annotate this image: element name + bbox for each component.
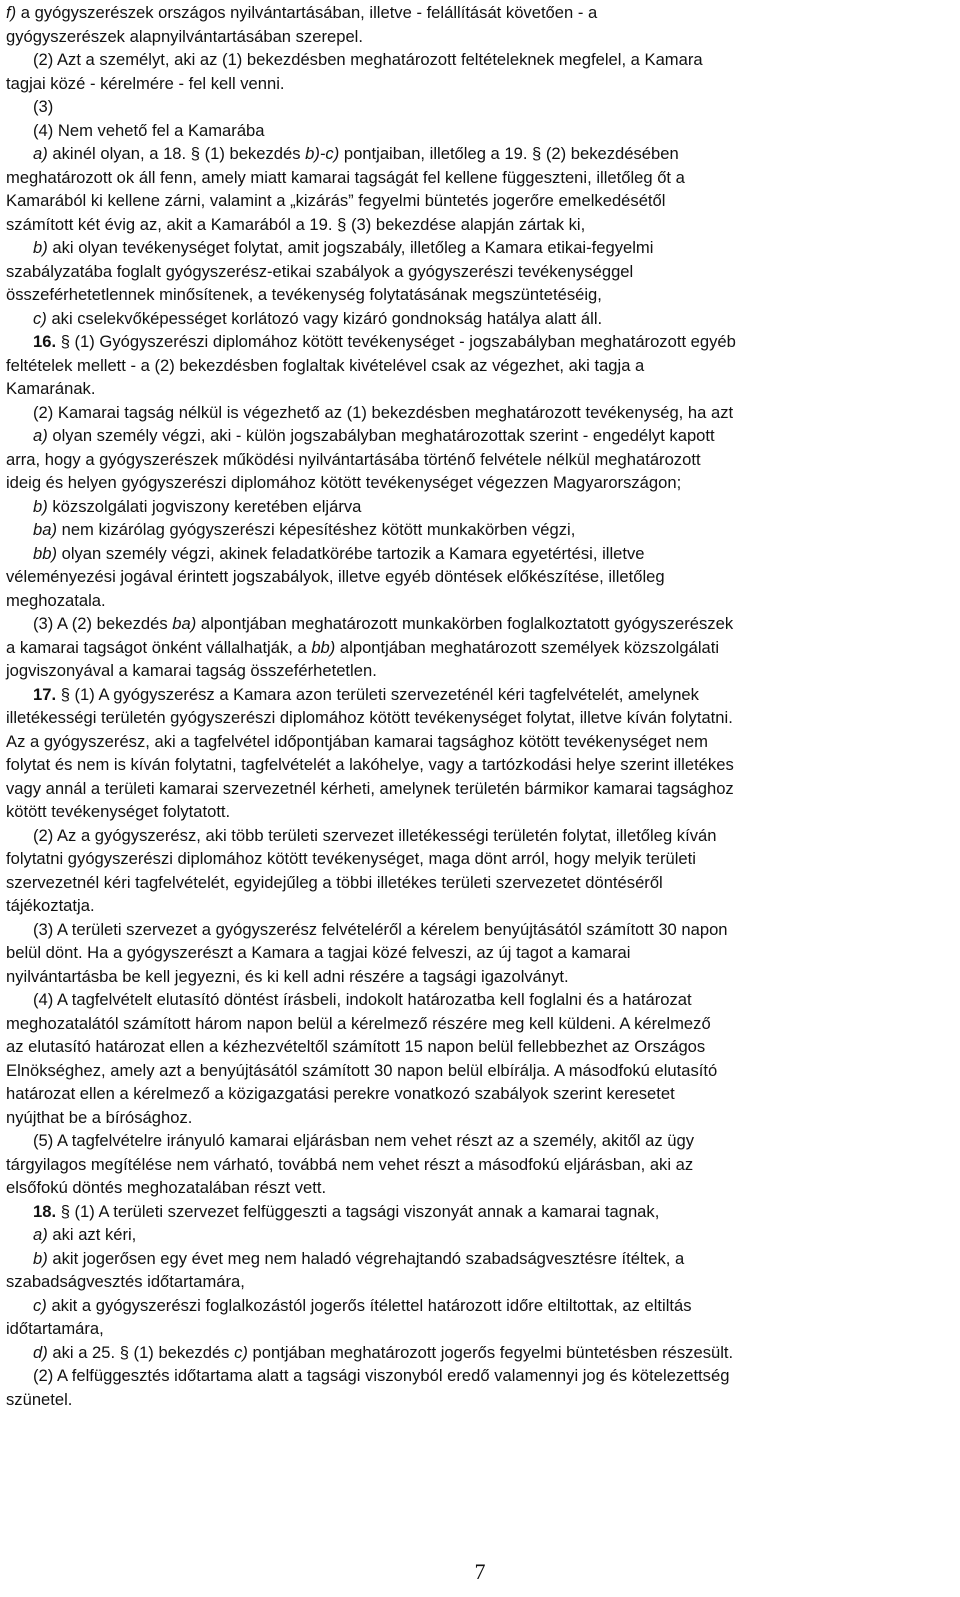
text-line bbox=[6, 1200, 952, 1224]
text-run: (4) Nem vehető fel a Kamarába bbox=[33, 120, 265, 140]
text-run: folytat és nem is kíván folytatni, tagfelvételét a lakóhelye, vagy a tartózkodási helye szerint illetékes bbox=[6, 755, 734, 774]
text-line bbox=[6, 1012, 952, 1036]
text-run: aki olyan tevékenységet folytat, amit jogszabály, illetőleg a Kamara etikai-fegyelmi bbox=[47, 238, 654, 257]
section-number: 18. bbox=[33, 1201, 57, 1221]
text-line bbox=[6, 871, 952, 895]
text-line bbox=[6, 941, 952, 965]
text-line bbox=[6, 1153, 952, 1177]
text-line bbox=[6, 636, 952, 660]
point-label: b) bbox=[33, 1248, 48, 1268]
text-line bbox=[6, 847, 952, 871]
text-line bbox=[6, 965, 952, 989]
text-run: összeférhetetlennek minősítenek, a tevékenység folytatásának megszüntetéséig, bbox=[6, 285, 602, 304]
text-line bbox=[6, 565, 952, 589]
text-line bbox=[6, 142, 952, 166]
text-run: (5) A tagfelvételre irányuló kamarai eljárásban nem vehet részt az a személy, akitől az ügy bbox=[33, 1131, 694, 1150]
text-line bbox=[6, 1341, 952, 1365]
point-label: b) bbox=[33, 238, 48, 257]
text-run: olyan személy végzi, aki - külön jogszabályban meghatározottak szerint - engedélyt kapott bbox=[47, 426, 715, 445]
text-line bbox=[6, 1035, 952, 1059]
text-run: meghatározott ok áll fenn, amely miatt kamarai tagságát fel kellene függeszteni, illetőleg őt a bbox=[6, 167, 685, 187]
text-run: határozat ellen a kérelmező a közigazgatási perekre vonatkozó szabályok szerint keresetet bbox=[6, 1084, 675, 1103]
text-run: nyilvántartásba be kell jegyezni, és ki kell adni részére a tagsági igazolványt. bbox=[6, 966, 569, 986]
text-line bbox=[6, 1247, 952, 1271]
text-line bbox=[6, 401, 952, 425]
text-line bbox=[6, 683, 952, 707]
text-run: pontjaiban, illetőleg a 19. § (2) bekezdésében bbox=[339, 144, 679, 163]
text-line bbox=[6, 424, 952, 448]
text-line bbox=[6, 213, 952, 237]
point-label: bb) bbox=[33, 543, 57, 563]
text-line bbox=[6, 95, 952, 119]
text-run: Az a gyógyszerész, aki a tagfelvétel időpontjában kamarai tagsághoz kötött tevékenységet nem bbox=[6, 731, 708, 751]
text-line bbox=[6, 48, 952, 72]
text-run: pontjában meghatározott jogerős fegyelmi büntetésben részesült. bbox=[247, 1342, 734, 1362]
text-line bbox=[6, 1106, 952, 1130]
text-line bbox=[6, 72, 952, 96]
text-line bbox=[6, 354, 952, 378]
text-run: akit a gyógyszerészi foglalkozástól jogerős ítélettel határozott időre eltiltottak, az eltiltás bbox=[46, 1295, 692, 1315]
text-run: alpontjában meghatározott személyek közszolgálati bbox=[335, 637, 720, 657]
text-run: (2) Kamarai tagság nélkül is végezhető az (1) bekezdésben meghatározott tevékenység, ha azt bbox=[33, 402, 734, 422]
text-run: tájékoztatja. bbox=[6, 896, 95, 915]
text-run: aki azt kéri, bbox=[47, 1225, 137, 1244]
text-line bbox=[6, 612, 952, 636]
text-line bbox=[6, 495, 952, 519]
text-run: időtartamára, bbox=[6, 1319, 104, 1338]
text-run: tárgyilagos megítélése nem várható, továbbá nem vehet részt a másodfokú eljárásban, aki az bbox=[6, 1154, 694, 1174]
text-run: a gyógyszerészek országos nyilvántartásában, illetve - felállítását követően - a bbox=[16, 3, 598, 22]
text-line bbox=[6, 283, 952, 307]
point-label: a) bbox=[33, 144, 48, 163]
text-line bbox=[6, 1388, 952, 1412]
text-line bbox=[6, 1059, 952, 1083]
text-run: § (1) A területi szervezet felfüggeszti a tagsági viszonyát annak a kamarai tagnak, bbox=[56, 1201, 660, 1221]
text-run: feltételek mellett - a (2) bekezdésben foglaltak kivételével csak az végezhet, aki tagja a bbox=[6, 355, 645, 375]
text-run: szünetel. bbox=[6, 1389, 73, 1409]
text-run: meghozatalától számított három napon belül a kérelmező részére meg kell küldeni. A kérelmező bbox=[6, 1013, 711, 1033]
text-run: meghozatala. bbox=[6, 590, 106, 610]
text-line bbox=[6, 659, 952, 683]
text-line bbox=[6, 1, 952, 25]
section-number: 16. bbox=[33, 332, 57, 351]
text-run: Elnökséghez, amely azt a benyújtásától számított 30 napon belül elbírálja. A másodfokú elutasító bbox=[6, 1060, 718, 1080]
text-run: (3) A területi szervezet a gyógyszerész felvételéről a kérelem benyújtásától számított 30 napon bbox=[33, 919, 728, 939]
text-run: Kamarának. bbox=[6, 379, 96, 398]
text-line bbox=[6, 894, 952, 918]
text-run: a kamarai tagságot önként vállalhatják, a bbox=[6, 637, 312, 657]
text-line bbox=[6, 918, 952, 942]
text-line bbox=[6, 448, 952, 472]
text-line bbox=[6, 1364, 952, 1388]
text-run: Kamarából ki kellene zárni, valamint a „kizárás” fegyelmi büntetés jogerőre emelkedésétől bbox=[6, 191, 666, 210]
text-run: aki cselekvőképességet korlátozó vagy kizáró gondnokság hatálya alatt áll. bbox=[46, 308, 603, 328]
text-line bbox=[6, 1082, 952, 1106]
text-run: (3) A (2) bekezdés bbox=[33, 614, 173, 633]
text-run: (2) A felfüggesztés időtartama alatt a tagsági viszonyból eredő valamennyi jog és kötelezettség bbox=[33, 1366, 730, 1385]
text-run: közszolgálati jogviszony keretében eljárva bbox=[47, 496, 362, 516]
text-run: véleményezési jogával érintett jogszabályok, illetve egyéb döntések előkészítése, illetőleg bbox=[6, 567, 665, 586]
text-run: § (1) A gyógyszerész a Kamara azon területi szervezeténél kéri tagfelvételét, amelynek bbox=[56, 684, 699, 704]
text-line bbox=[6, 260, 952, 284]
text-line bbox=[6, 1129, 952, 1153]
point-label: c) bbox=[33, 1295, 47, 1315]
text-run: aki a 25. § (1) bekezdés bbox=[47, 1342, 235, 1362]
text-line bbox=[6, 471, 952, 495]
point-label: d) bbox=[33, 1342, 48, 1362]
text-run: illetékességi területén gyógyszerészi diplomához kötött tevékenységet folytat, illetve kíván folytatni. bbox=[6, 708, 733, 727]
text-run: vagy annál a területi kamarai szervezetnél kérheti, amelynek területén bármikor kamarai tagsághoz bbox=[6, 778, 734, 798]
text-run: szabadságvesztés időtartamára, bbox=[6, 1272, 245, 1291]
text-run: szabályzatába foglalt gyógyszerész-etikai szabályok a gyógyszerészi tevékenységgel bbox=[6, 261, 634, 281]
text-line bbox=[6, 542, 952, 566]
text-line bbox=[6, 753, 952, 777]
text-line bbox=[6, 589, 952, 613]
section-number: 17. bbox=[33, 684, 57, 704]
text-line bbox=[6, 330, 952, 354]
text-run: (2) Azt a személyt, aki az (1) bekezdésben meghatározott feltételeknek megfelel, a Kamara bbox=[33, 50, 703, 69]
text-line bbox=[6, 236, 952, 260]
text-line bbox=[6, 824, 952, 848]
text-run: (2) Az a gyógyszerész, aki több területi szervezet illetékességi területén folytat, illetőleg kíván bbox=[33, 825, 717, 845]
text-line bbox=[6, 1294, 952, 1318]
text-run: (4) A tagfelvételt elutasító döntést írásbeli, indokolt határozatba kell foglalni és a határozat bbox=[33, 990, 692, 1009]
text-run: ideig és helyen gyógyszerészi diplomához kötött tevékenységet végezzen Magyarországon; bbox=[6, 473, 682, 492]
text-line bbox=[6, 1270, 952, 1294]
document-body bbox=[6, 1, 952, 1411]
text-run: belül dönt. Ha a gyógyszerészt a Kamara a tagjai közé felveszi, az új tagot a kamarai bbox=[6, 943, 631, 962]
text-run: akinél olyan, a 18. § (1) bekezdés bbox=[47, 144, 306, 163]
point-label: c) bbox=[234, 1342, 248, 1362]
text-line bbox=[6, 1317, 952, 1341]
text-line bbox=[6, 1176, 952, 1200]
text-line bbox=[6, 777, 952, 801]
text-run: alpontjában meghatározott munkakörben foglalkoztatott gyógyszerészek bbox=[196, 614, 734, 633]
text-line bbox=[6, 119, 952, 143]
text-run: arra, hogy a gyógyszerészek működési nyilvántartásába történő felvétele nélkül meghatározott bbox=[6, 449, 701, 469]
text-line bbox=[6, 730, 952, 754]
text-run: gyógyszerészek alapnyilvántartásában szerepel. bbox=[6, 26, 363, 46]
text-run: elsőfokú döntés meghozatalában részt vett. bbox=[6, 1178, 327, 1197]
text-run: szervezetnél kéri tagfelvételét, egyidejűleg a többi illetékes területi szervezetet döntéséről bbox=[6, 872, 663, 892]
text-run: (3) bbox=[33, 97, 54, 116]
text-line bbox=[6, 166, 952, 190]
point-label: ba) bbox=[33, 520, 57, 539]
text-run: folytatni gyógyszerészi diplomához kötött tevékenységet, maga dönt arról, hogy melyik területi bbox=[6, 849, 696, 868]
text-run: az elutasító határozat ellen a kézhezvételtől számított 15 napon belül fellebbezhet az Országos bbox=[6, 1037, 706, 1056]
text-line bbox=[6, 307, 952, 331]
text-line bbox=[6, 377, 952, 401]
point-label: ba) bbox=[172, 614, 197, 633]
text-run: olyan személy végzi, akinek feladatkörébe tartozik a Kamara egyetértési, illetve bbox=[56, 543, 645, 563]
text-line bbox=[6, 189, 952, 213]
point-label: f) bbox=[6, 3, 17, 22]
text-run: § (1) Gyógyszerészi diplomához kötött tevékenységet - jogszabályban meghatározott egyéb bbox=[56, 332, 736, 351]
text-line bbox=[6, 1223, 952, 1247]
point-label: a) bbox=[33, 1225, 48, 1244]
text-line bbox=[6, 988, 952, 1012]
point-label: a) bbox=[33, 426, 48, 445]
point-label: c) bbox=[33, 308, 47, 328]
text-run: nyújthat be a bírósághoz. bbox=[6, 1107, 193, 1127]
text-run: nem kizárólag gyógyszerészi képesítéshez kötött munkakörben végzi, bbox=[56, 520, 576, 539]
text-run: kötött tevékenységet folytatott. bbox=[6, 802, 231, 821]
text-run: számított két évig az, akit a Kamarából a 19. § (3) bekezdése alapján zártak ki, bbox=[6, 214, 586, 234]
text-run: tagjai közé - kérelmére - fel kell venni. bbox=[6, 73, 285, 93]
text-run: jogviszonyával a kamarai tagság összeférhetetlen. bbox=[6, 661, 377, 680]
point-label: bb) bbox=[311, 637, 336, 657]
text-line bbox=[6, 706, 952, 730]
text-line bbox=[6, 25, 952, 49]
point-label: b) bbox=[33, 496, 48, 516]
point-label: b)-c) bbox=[305, 144, 340, 163]
text-line bbox=[6, 518, 952, 542]
page-number: 7 bbox=[474, 1559, 486, 1584]
text-run: akit jogerősen egy évet meg nem haladó végrehajtandó szabadságvesztésre ítéltek, a bbox=[47, 1248, 685, 1268]
text-line bbox=[6, 800, 952, 824]
